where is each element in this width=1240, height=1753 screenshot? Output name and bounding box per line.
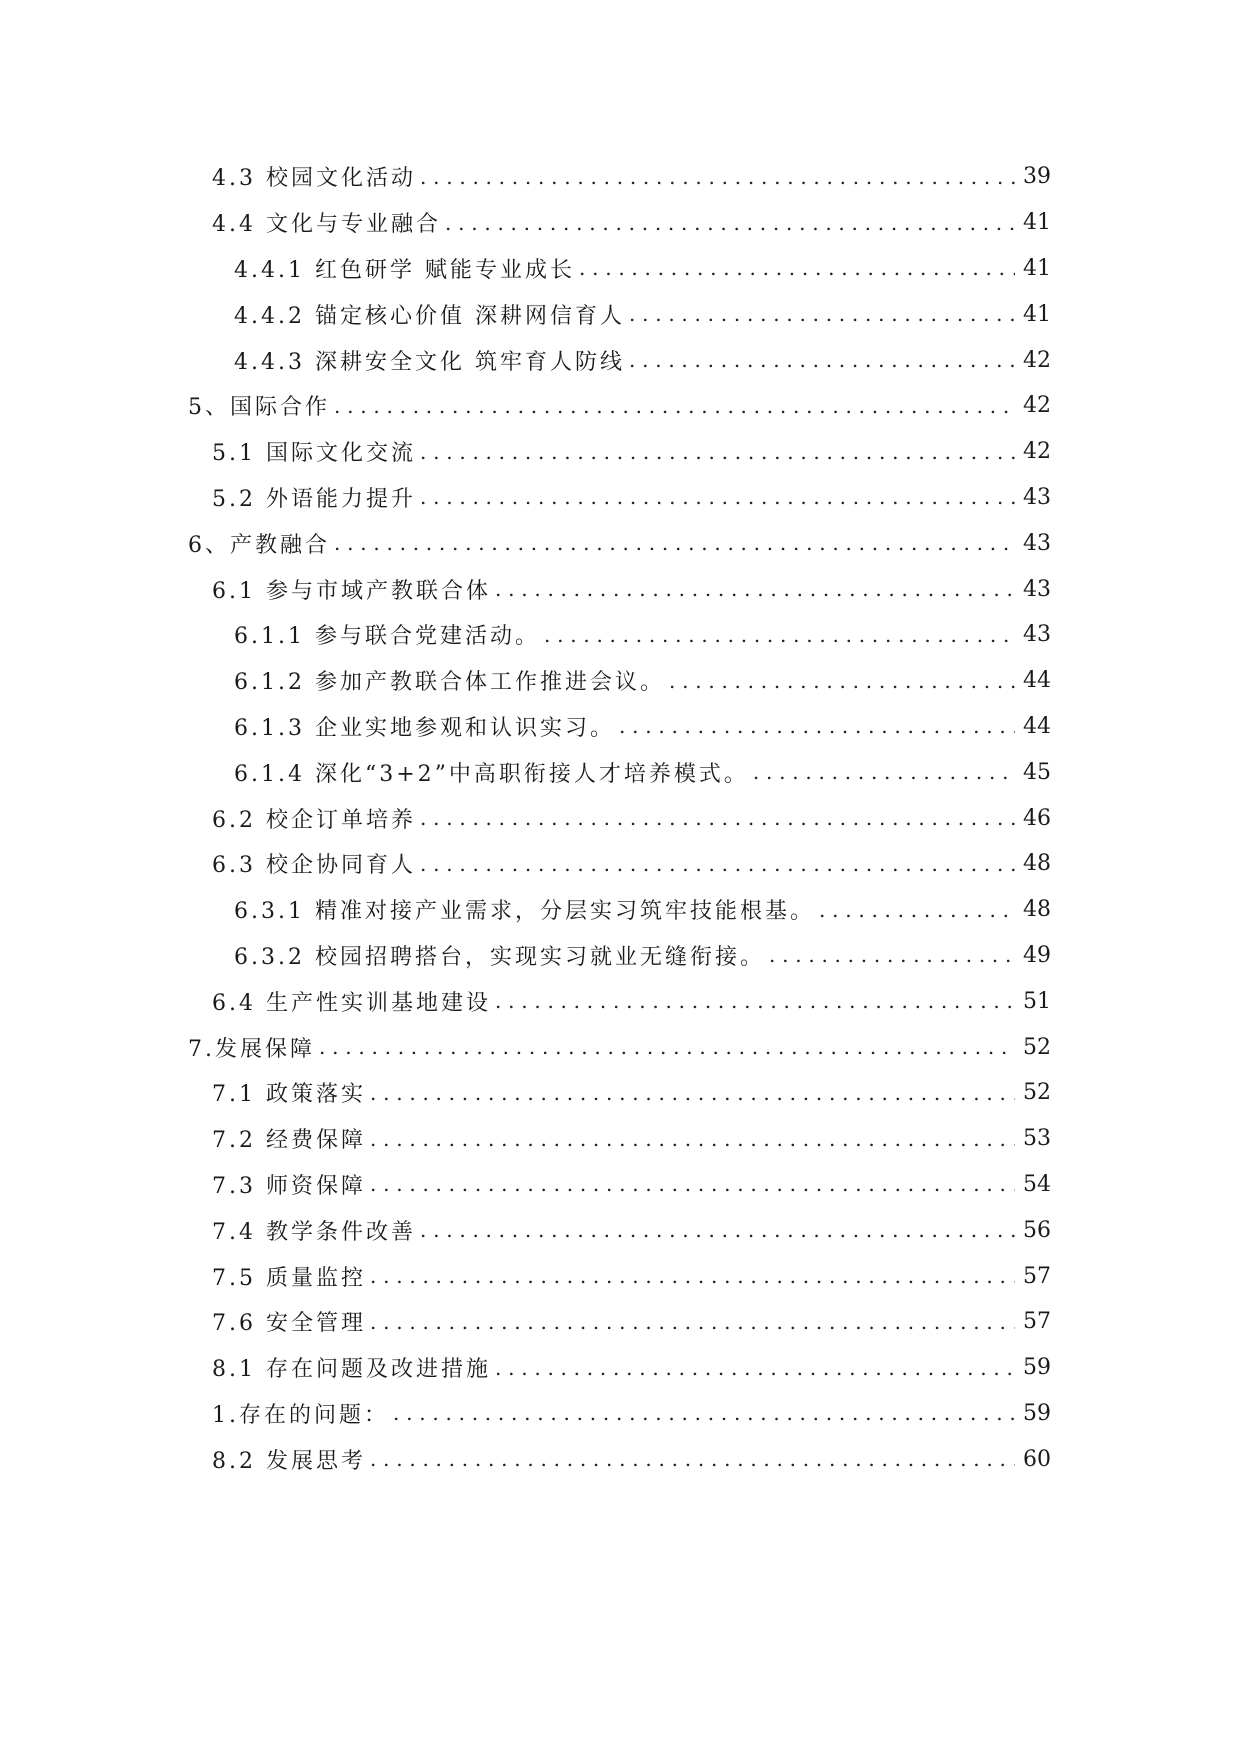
toc-entry-title: 6、产教融合 [188, 532, 330, 558]
toc-entry-page-number: 41 [1023, 301, 1051, 327]
toc-entry[interactable] [0, 841, 1240, 887]
toc-entry-title: 7.3 师资保障 [212, 1173, 366, 1199]
toc-entry[interactable] [0, 246, 1240, 292]
toc-dot-leader [544, 623, 1015, 647]
toc-entry[interactable] [0, 383, 1240, 429]
toc-entry-title: 5.1 国际文化交流 [212, 441, 416, 467]
toc-dot-leader [370, 1081, 1015, 1105]
toc-dot-leader [629, 348, 1015, 372]
toc-entry-title: 6.1.3 企业实地参观和认识实习。 [234, 715, 615, 741]
toc-entry-page-number: 44 [1023, 668, 1051, 694]
toc-dot-leader [445, 211, 1015, 235]
toc-entry-page-number: 43 [1023, 530, 1051, 556]
toc-dot-leader [370, 1310, 1015, 1334]
toc-entry[interactable] [0, 1436, 1240, 1482]
toc-entry-title: 4.4 文化与专业融合 [212, 212, 441, 238]
toc-entry[interactable] [0, 566, 1240, 612]
toc-dot-leader [420, 806, 1015, 830]
toc-entry-page-number: 52 [1023, 1080, 1051, 1106]
toc-entry-page-number: 44 [1023, 713, 1051, 739]
toc-entry-page-number: 43 [1023, 484, 1051, 510]
toc-entry[interactable] [0, 1253, 1240, 1299]
toc-entry-title: 6.4 生产性实训基地建设 [212, 990, 491, 1016]
toc-entry-title: 5、国际合作 [188, 395, 330, 421]
toc-entry-page-number: 57 [1023, 1263, 1051, 1289]
toc-dot-leader [495, 577, 1015, 601]
toc-dot-leader [420, 1218, 1015, 1242]
toc-entry[interactable] [0, 749, 1240, 795]
toc-entry-title: 1.存在的问题： [212, 1402, 389, 1428]
toc-entry-title: 4.4.3 深耕安全文化 筑牢育人防线 [234, 349, 625, 375]
toc-entry[interactable] [0, 612, 1240, 658]
toc-entry-title: 8.1 存在问题及改进措施 [212, 1357, 491, 1383]
toc-dot-leader [420, 165, 1015, 189]
toc-entry-page-number: 60 [1023, 1446, 1051, 1472]
toc-entry-title: 6.3.1 精准对接产业需求，分层实习筑牢技能根基。 [234, 899, 815, 925]
toc-entry[interactable] [0, 1162, 1240, 1208]
toc-entry-page-number: 42 [1023, 439, 1051, 465]
toc-dot-leader [619, 714, 1015, 738]
toc-dot-leader [669, 669, 1015, 693]
toc-dot-leader [495, 989, 1015, 1013]
toc-entry-page-number: 39 [1023, 164, 1051, 190]
toc-dot-leader [370, 1172, 1015, 1196]
toc-dot-leader [819, 898, 1015, 922]
toc-entry-title: 7.6 安全管理 [212, 1311, 366, 1337]
toc-entry-title: 7.1 政策落实 [212, 1082, 366, 1108]
toc-entry[interactable] [0, 658, 1240, 704]
toc-entry-page-number: 54 [1023, 1171, 1051, 1197]
toc-dot-leader [420, 440, 1015, 464]
toc-dot-leader [495, 1356, 1015, 1380]
toc-entry-title: 6.1.4 深化“3+2”中高职衔接人才培养模式。 [234, 761, 749, 787]
toc-entry-title: 6.2 校企订单培养 [212, 807, 416, 833]
toc-entry-page-number: 49 [1023, 942, 1051, 968]
toc-entry[interactable] [0, 429, 1240, 475]
toc-entry-page-number: 43 [1023, 622, 1051, 648]
toc-entry[interactable] [0, 1024, 1240, 1070]
toc-entry-page-number: 41 [1023, 255, 1051, 281]
toc-entry-page-number: 42 [1023, 393, 1051, 419]
table-of-contents [0, 154, 1240, 1482]
toc-entry-page-number: 53 [1023, 1126, 1051, 1152]
toc-entry-page-number: 56 [1023, 1217, 1051, 1243]
toc-entry-title: 4.3 校园文化活动 [212, 166, 416, 192]
toc-entry[interactable] [0, 1391, 1240, 1437]
toc-entry[interactable] [0, 978, 1240, 1024]
toc-entry[interactable] [0, 1116, 1240, 1162]
toc-dot-leader [334, 531, 1015, 555]
toc-entry-page-number: 45 [1023, 759, 1051, 785]
toc-entry-title: 7.5 质量监控 [212, 1265, 366, 1291]
toc-entry-page-number: 51 [1023, 988, 1051, 1014]
toc-dot-leader [370, 1447, 1015, 1471]
toc-entry[interactable] [0, 337, 1240, 383]
toc-entry-title: 7.4 教学条件改善 [212, 1219, 416, 1245]
toc-entry-title: 4.4.2 锚定核心价值 深耕网信育人 [234, 303, 625, 329]
toc-entry[interactable] [0, 887, 1240, 933]
toc-entry-title: 5.2 外语能力提升 [212, 486, 416, 512]
toc-dot-leader [629, 302, 1015, 326]
toc-entry[interactable] [0, 154, 1240, 200]
toc-entry[interactable] [0, 291, 1240, 337]
toc-entry-title: 6.3.2 校园招聘搭台，实现实习就业无缝衔接。 [234, 944, 765, 970]
toc-entry[interactable] [0, 1070, 1240, 1116]
toc-entry-page-number: 42 [1023, 347, 1051, 373]
toc-entry-page-number: 48 [1023, 897, 1051, 923]
toc-dot-leader [334, 394, 1015, 418]
toc-entry[interactable] [0, 200, 1240, 246]
toc-entry-page-number: 59 [1023, 1355, 1051, 1381]
toc-entry-title: 4.4.1 红色研学 赋能专业成长 [234, 257, 575, 283]
toc-entry[interactable] [0, 795, 1240, 841]
toc-entry-title: 7.2 经费保障 [212, 1128, 366, 1154]
toc-entry-page-number: 59 [1023, 1400, 1051, 1426]
toc-entry[interactable] [0, 1299, 1240, 1345]
toc-entry-title: 6.1.1 参与联合党建活动。 [234, 624, 540, 650]
toc-entry-page-number: 46 [1023, 805, 1051, 831]
toc-entry[interactable] [0, 1207, 1240, 1253]
toc-dot-leader [319, 1035, 1015, 1059]
toc-entry-title: 6.1.2 参加产教联合体工作推进会议。 [234, 670, 665, 696]
toc-entry-title: 7.发展保障 [188, 1036, 315, 1062]
toc-entry-title: 8.2 发展思考 [212, 1448, 366, 1474]
toc-dot-leader [370, 1127, 1015, 1151]
toc-entry-page-number: 43 [1023, 576, 1051, 602]
toc-entry-page-number: 41 [1023, 210, 1051, 236]
toc-entry[interactable] [0, 520, 1240, 566]
toc-entry-title: 6.3 校企协同育人 [212, 853, 416, 879]
toc-dot-leader [753, 760, 1015, 784]
toc-entry-title: 6.1 参与市域产教联合体 [212, 578, 491, 604]
toc-dot-leader [420, 485, 1015, 509]
toc-entry[interactable] [0, 1345, 1240, 1391]
toc-dot-leader [769, 943, 1015, 967]
toc-dot-leader [579, 256, 1015, 280]
toc-dot-leader [370, 1264, 1015, 1288]
toc-entry[interactable] [0, 475, 1240, 521]
toc-entry-page-number: 48 [1023, 851, 1051, 877]
toc-entry[interactable] [0, 704, 1240, 750]
toc-entry-page-number: 52 [1023, 1034, 1051, 1060]
toc-entry[interactable] [0, 933, 1240, 979]
toc-dot-leader [393, 1401, 1015, 1425]
toc-dot-leader [420, 852, 1015, 876]
toc-entry-page-number: 57 [1023, 1309, 1051, 1335]
